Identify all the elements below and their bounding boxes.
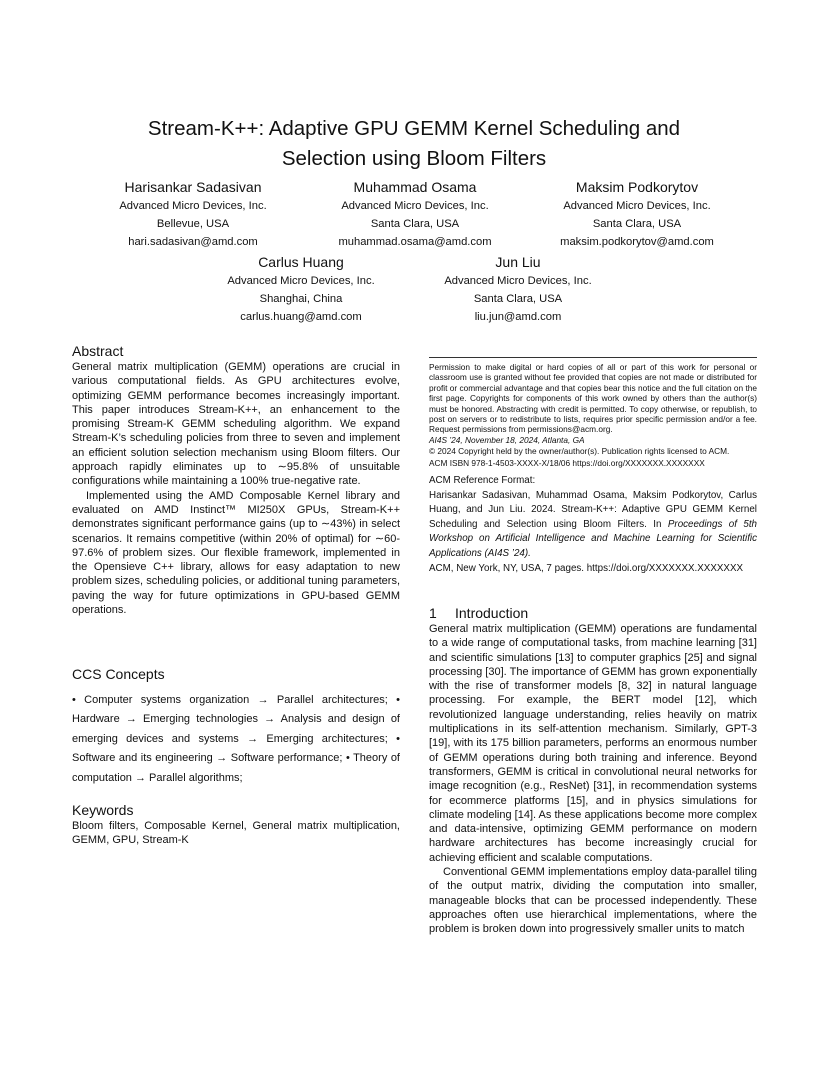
reference-publisher: ACM, New York, NY, USA, 7 pages. https://doi.org/XXXXXXX.XXXXXXX [429,562,744,574]
author-location: Bellevue, USA [156,218,230,230]
ccs-section [72,665,400,788]
author-name: Jun Liu [495,254,541,270]
keywords-text: Bloom filters, Composable Kernel, General matrix multiplication, GEMM, GPU, Stream-K [72,820,400,847]
isbn-line: ACM ISBN 978-1-4503-XXXX-X/18/06 https://doi.org/XXXXXXX.XXXXXXX [429,457,705,468]
abstract-paragraph-2: Implemented using the AMD Composable Kernel library and evaluated on AMD Instinct™ MI250X GPUs, Stream-K++ demonstrates significant performance gains (up to ∼43%) in select scenarios. It remains competitive (within 20% of optimal) for ∼60-97.6% of problem sizes. Our flexible framework, implemented in the Opensieve C++ library, allows for easy adaptation to new problem sizes, scheduling policies, or additional tuning parameters, paving the way for future optimizations in GPU-based GEMM operations. [72,489,400,617]
author-email: carlus.huang@amd.com [240,311,362,323]
author-affiliation: Advanced Micro Devices, Inc. [227,275,375,287]
author-name: Harisankar Sadasivan [124,179,262,195]
venue-line: AI4S ’24, November 18, 2024, Atlanta, GA [429,434,585,445]
author-location: Santa Clara, USA [592,218,682,230]
title-line-1: Stream-K++: Adaptive GPU GEMM Kernel Scheduling and [147,117,681,140]
reference-authors-title: Harisankar Sadasivan, Muhammad Osama, Maksim Podkorytov, Carlus Huang, and Jun Liu. 2024. Stream-K++: Adaptive GPU GEMM Kernel Scheduling and Selection using Bloom Filters. In [429,489,757,530]
author-location: Santa Clara, USA [473,293,563,305]
introduction-paragraph-1: General matrix multiplication (GEMM) operations are fundamental to a wide range of computational tasks, from machine learning [31] and scientific simulations [13] to computer graphics [25] and signal processing [30]. The importance of GEMM has grown exponentially with the rise of transformer models [8, 32] in natural language processing. For example, the BERT model [12], which revolutionized language understanding, relies heavily on matrix multiplications in its self-attention mechanism. Similarly, GPT-3 [19], with its 175 billion parameters, performs an enormous number of GEMM operations during both training and inference. Beyond transformers, GEMM is critical in convolutional neural networks for image recognition (e.g., ResNet) [31], in recommendation systems for ecommerce platforms [15], and in physics simulations for climate modeling [14]. As these applications become more complex and data-intensive, optimizing GEMM performance on modern hardware architectures has become increasingly crucial for achieving efficient and scalable computations. [429,623,757,864]
keywords-heading: Keywords [72,802,134,818]
author-block-3 [532,177,742,251]
abstract-heading: Abstract [72,343,124,359]
author-name: Maksim Podkorytov [575,179,699,195]
author-location: Santa Clara, USA [370,218,460,230]
author-email: hari.sadasivan@amd.com [128,236,258,248]
permission-notice: Permission to make digital or hard copies of all or part of this work for personal or classroom use is granted without fee provided that copies are not made or distributed for profit or commercial advantage and that copies bear this notice and the full citation on the first page. Copyrights for components of this work owned by others than the author(s) must be honored. Abstracting with credit is permitted. To copy otherwise, or republish, to post on servers or to redistribute to lists, requires prior specific permission and/or a fee. Request permissions from permissions@acm.org. [429,362,757,435]
section-number: 1 [429,605,437,621]
abstract-section [72,342,400,617]
author-location: Shanghai, China [259,293,343,305]
author-block-4 [196,252,406,326]
author-affiliation: Advanced Micro Devices, Inc. [444,275,592,287]
author-name: Carlus Huang [258,254,344,270]
permission-divider [429,357,757,358]
keywords-section [72,801,400,848]
author-email: muhammad.osama@amd.com [338,236,492,248]
author-affiliation: Advanced Micro Devices, Inc. [119,200,267,212]
section-title: Introduction [455,605,529,621]
author-email: maksim.podkorytov@amd.com [560,236,714,248]
author-email: liu.jun@amd.com [474,311,562,323]
author-name: Muhammad Osama [353,179,477,195]
copyright-line: © 2024 Copyright held by the owner/author(s). Publication rights licensed to ACM. [429,446,730,457]
abstract-paragraph-1: General matrix multiplication (GEMM) operations are crucial in various computational fields. As GPU architectures evolve, optimizing GEMM performance becomes increasingly important. This paper introduces Stream-K++, an enhancement to the promising Stream-K GEMM scheduling algorithm. We expand Stream-K’s scheduling policies from three to seven and implement an efficient solution selection mechanism using Bloom filters. Our approach rapidly eliminates up to ∼95.8% of unsuitable configurations while maintaining a 100% true-negative rate. [72,361,400,488]
introduction-section [429,604,757,937]
author-affiliation: Advanced Micro Devices, Inc. [341,200,489,212]
title-line-2: Selection using Bloom Filters [281,147,547,170]
permission-block [429,362,757,469]
introduction-paragraph-2: Conventional GEMM implementations employ data-parallel tiling of the output matrix, dividing the computation into smaller, manageable blocks that can be processed independently. These approaches often use hierarchical implementations, where the problem is broken down into progressively smaller units to match [429,866,757,936]
paper-title [80,114,748,174]
introduction-heading [429,604,757,622]
author-affiliation: Advanced Micro Devices, Inc. [563,200,711,212]
reference-proceedings: Proceedings of 5th Workshop on Artificial Intelligence and Machine Learning for Scientific Applications (AI4S ’24). [429,518,757,559]
author-block-5 [413,252,623,326]
ccs-concepts-text: • Computer systems organization → Parallel architectures; • Hardware → Emerging technologies → Analysis and design of emerging devices and systems → Emerging architectures; • Software and its engineering → Software performance; • Theory of computation → Parallel algorithms; [72,694,400,784]
author-block-2 [310,177,520,251]
acm-reference-block [429,474,757,576]
ccs-heading: CCS Concepts [72,666,165,682]
acm-reference-heading: ACM Reference Format: [429,475,536,486]
author-block-1 [88,177,298,251]
acm-reference-text [429,489,757,562]
